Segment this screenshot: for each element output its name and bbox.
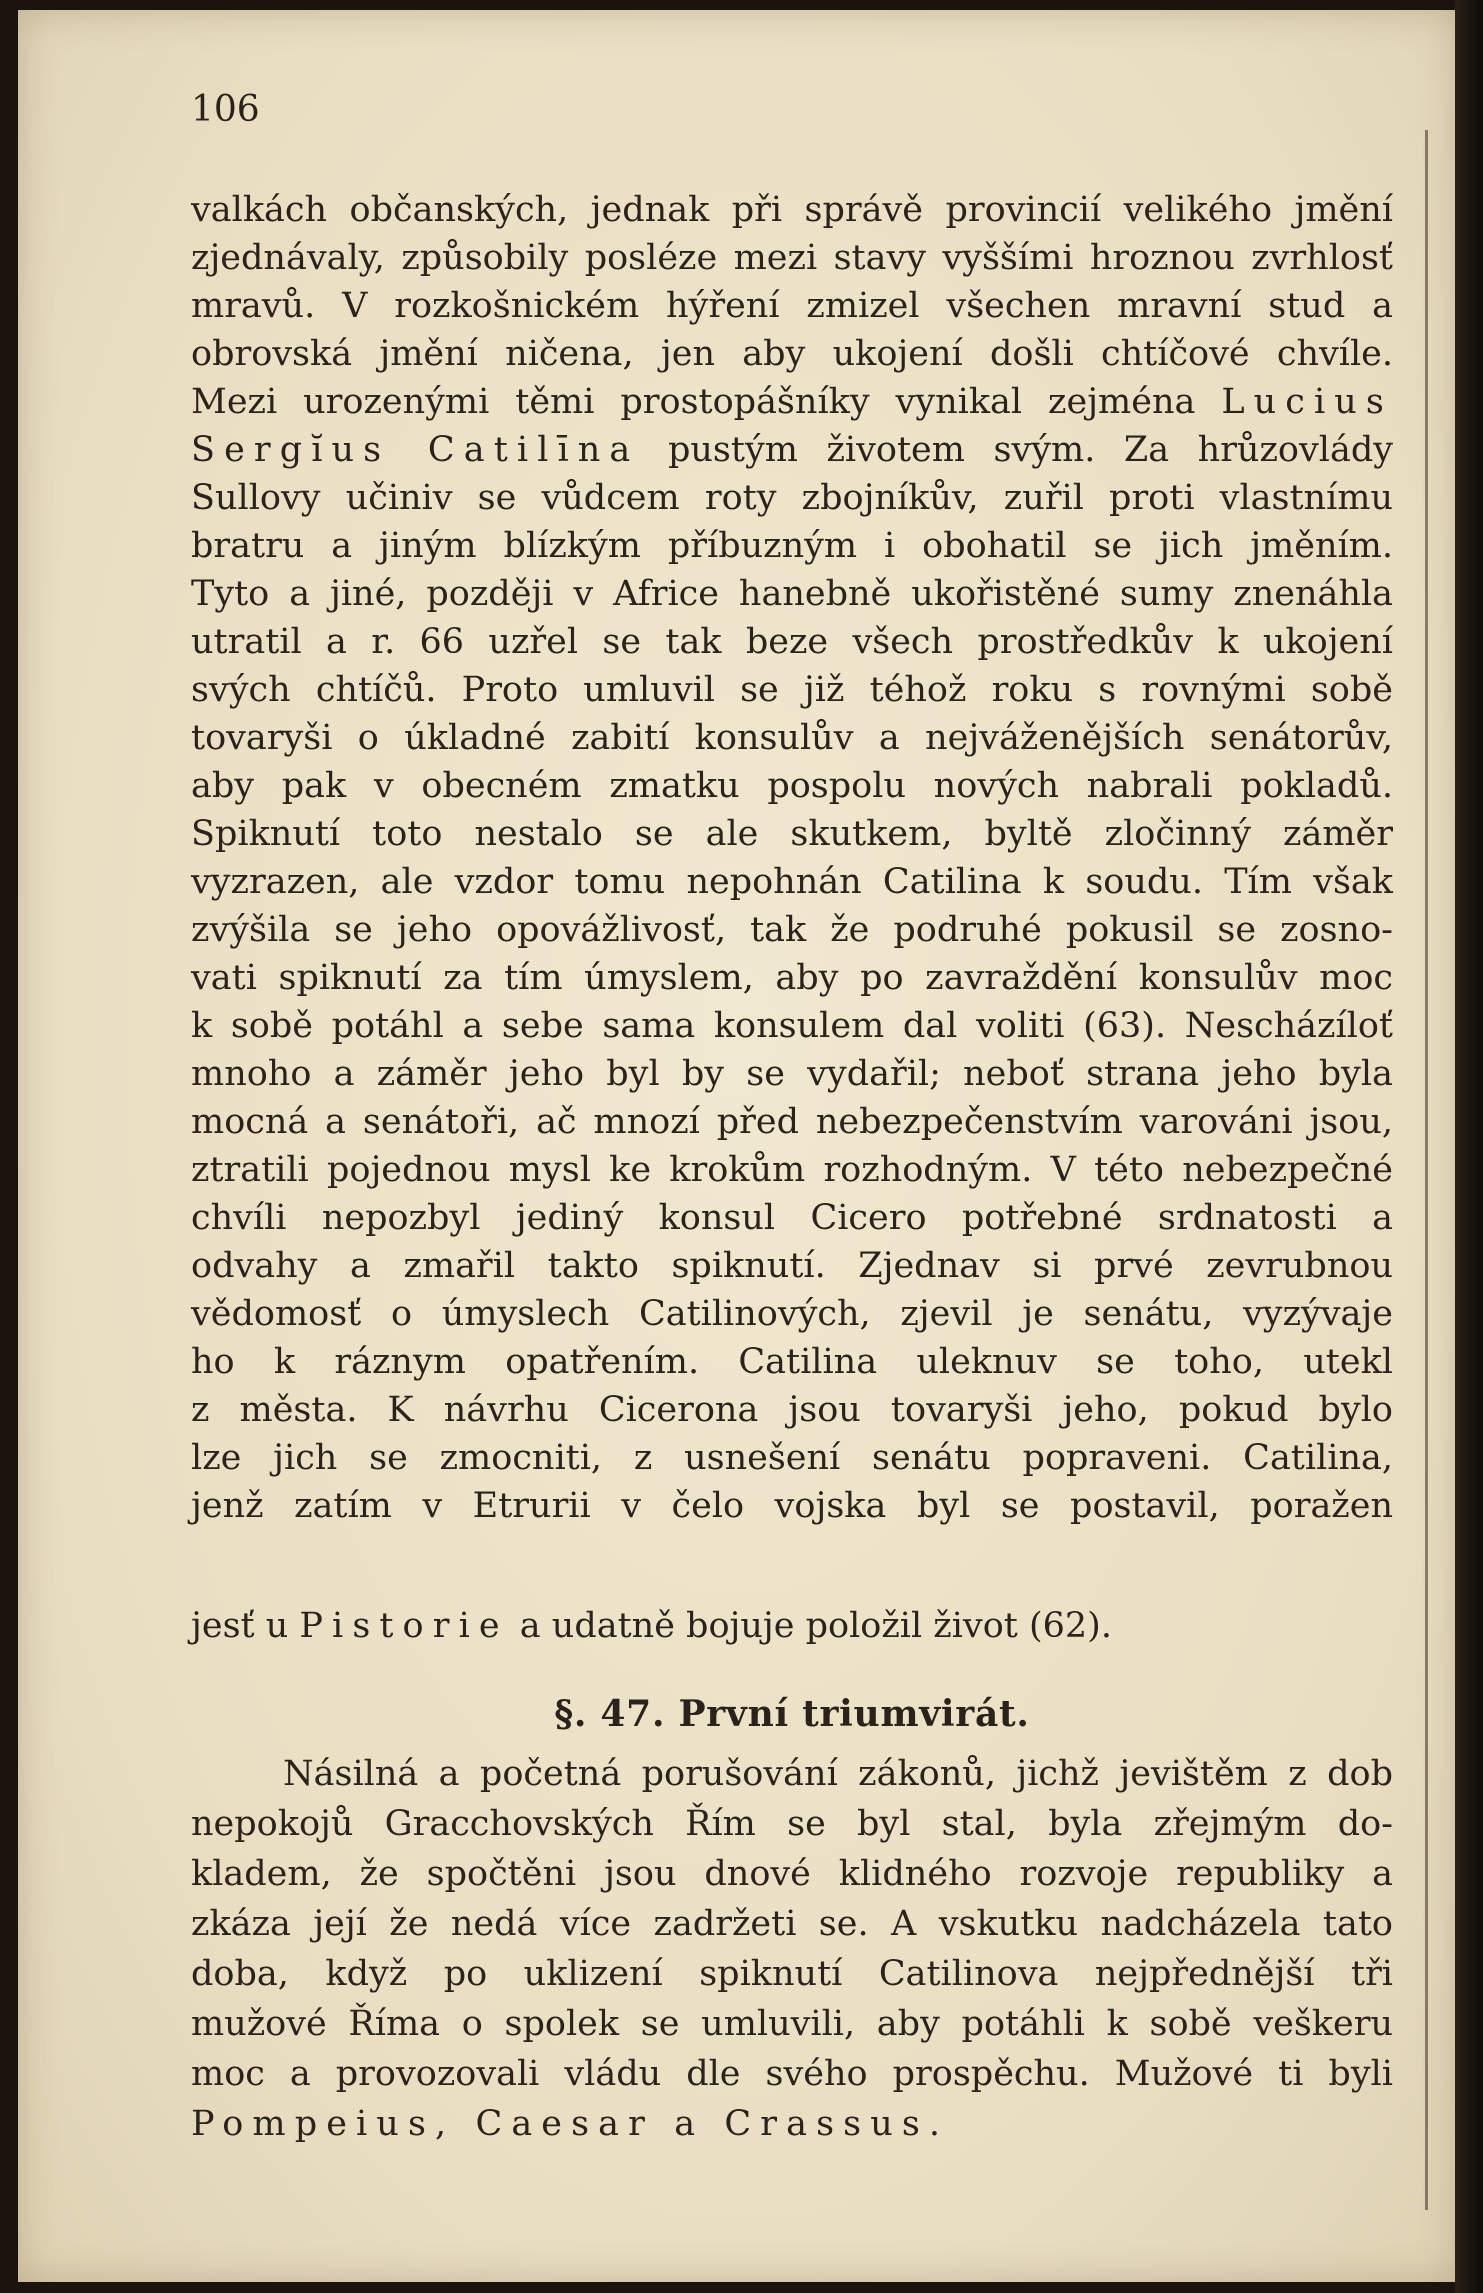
text-line: mocná a senátoři, ač mnozí před nebezpečenstvím varováni jsou, [191, 1102, 1393, 1142]
page-number: 106 [191, 89, 260, 130]
text-line: vati spiknutí za tím úmyslem, aby po zavraždění konsulův moc [191, 958, 1393, 998]
text-line: doba, když po uklizení spiknutí Catilinova nejpřednější tři [191, 1954, 1393, 1994]
text-segment: a udatně bojuje položil život (62). [508, 1606, 1112, 1646]
text-line: jenž zatím v Etrurii v čelo vojska byl se postavil, poražen [191, 1486, 1393, 1526]
text-line: ztratili pojednou mysl ke krokům rozhodným. V této nebezpečné [191, 1150, 1393, 1190]
text-line [191, 378, 1393, 426]
text-line: zvýšila se jeho opovážlivosť, tak že podruhé pokusil se zosno- [191, 910, 1393, 950]
text-line: Spiknutí toto nestalo se ale skutkem, byltě zločinný záměr [191, 814, 1393, 854]
text-line: mravů. V rozkošnickém hýření zmizel všechen mravní stud a [191, 286, 1393, 326]
text-line: zjednávaly, způsobily posléze mezi stavy vyššími hroznou zvrhlosť [191, 238, 1393, 278]
names-triumvirs: Pompeius, Caesar a Crassus. [191, 2104, 950, 2144]
text-line: obrovská jmění ničena, jen aby ukojení došli chtíčové chvíle. [191, 334, 1393, 374]
text-segment: pustým životem svým. Za hrůzovlády [639, 430, 1393, 470]
text-segment: Mezi urozenými těmi prostopášníky vynikal zejména [191, 382, 1222, 422]
text-line: lze jich se zmocniti, z usnešení senátu popraveni. Catilina, [191, 1438, 1393, 1478]
name-sergius-catilina: Sergĭus Catilīna [191, 430, 640, 470]
text-line: mnoho a záměr jeho byl by se vydařil; neboť strana jeho byla [191, 1054, 1393, 1094]
text-line: zkáza její že nedá více zadržeti se. A vskutku nadcházela tato [191, 1904, 1393, 1944]
text-line: z města. K návrhu Cicerona jsou tovaryši jeho, pokud bylo [191, 1390, 1393, 1430]
name-pistorie: Pistorie [299, 1606, 509, 1646]
text-line: aby pak v obecném zmatku pospolu nových nabrali pokladů. [191, 766, 1393, 806]
text-line: vědomosť o úmyslech Catilinových, zjevil je senátu, vyzývaje [191, 1294, 1393, 1334]
text-line: chvíli nepozbyl jediný konsul Cicero potřebné srdnatosti a [191, 1198, 1393, 1238]
text-line: odvahy a zmařil takto spiknutí. Zjednav si prvé zevrubnou [191, 1246, 1393, 1286]
text-segment: jesť u [191, 1606, 300, 1646]
text-line [191, 1602, 1393, 1650]
page-edge-rule [1425, 130, 1428, 2210]
text-line: kladem, že spočtěni jsou dnové klidného rozvoje republiky a [191, 1854, 1393, 1894]
text-line: Tyto a jiné, později v Africe hanebně ukořistěné sumy znenáhla [191, 574, 1393, 614]
text-line: valkách občanských, jednak při správě provincií velikého jmění [191, 190, 1393, 230]
text-line: vyzrazen, ale vzdor tomu nepohnán Catilina k soudu. Tím však [191, 862, 1393, 902]
book-spine-shadow [1455, 0, 1483, 2293]
section-heading: §. 47. První triumvirát. [554, 1693, 1030, 1735]
text-line: k sobě potáhl a sebe sama konsulem dal voliti (63). Nescházíloť [191, 1006, 1393, 1046]
text-line: moc a provozovali vládu dle svého prospěchu. Mužové ti byli [191, 2054, 1393, 2094]
text-line: ho k ráznym opatřením. Catilina uleknuv se toho, utekl [191, 1342, 1393, 1382]
text-line: tovaryši o úkladné zabití konsulův a nejváženějších senátorův, [191, 718, 1393, 758]
book-page [18, 10, 1458, 2282]
text-line [191, 2100, 1393, 2148]
text-line: Násilná a početná porušování zákonů, jichž jevištěm z dob [283, 1754, 1393, 1794]
text-line: bratru a jiným blízkým příbuzným i obohatil se jich jměním. [191, 526, 1393, 566]
text-line: svých chtíčů. Proto umluvil se již téhož roku s rovnými sobě [191, 670, 1393, 710]
text-line: utratil a r. 66 uzřel se tak beze všech prostředkův k ukojení [191, 622, 1393, 662]
name-lucius: Lucius [1221, 382, 1393, 422]
text-line: mužové Říma o spolek se umluvili, aby potáhli k sobě veškeru [191, 2004, 1393, 2044]
text-line: nepokojů Gracchovských Řím se byl stal, byla zřejmým do- [191, 1804, 1393, 1844]
text-line [191, 426, 1393, 474]
text-line: Sullovy učiniv se vůdcem roty zbojníkův, zuřil proti vlastnímu [191, 478, 1393, 518]
